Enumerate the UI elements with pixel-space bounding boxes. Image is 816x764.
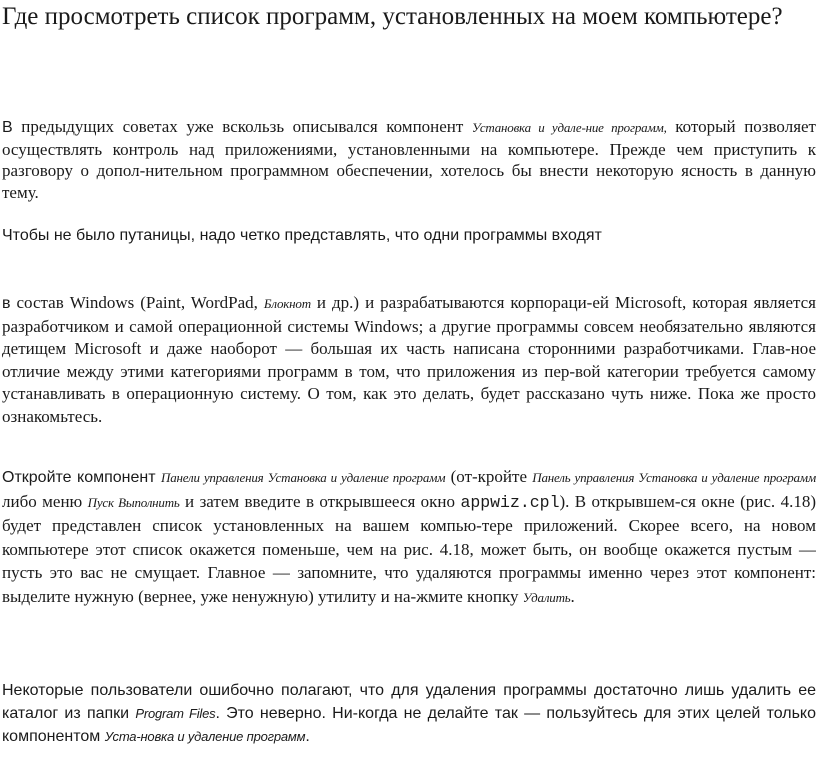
paragraph-programs-intro: Чтобы не было путаницы, надо четко представлять, что одни программы входят	[2, 227, 602, 244]
warning-text-3: .	[305, 728, 310, 745]
control-panel-path-2: Панель управления Установка и удаление программ	[532, 470, 816, 485]
appwiz-command: appwiz.cpl	[460, 492, 560, 512]
windows-text-1: состав Windows (Paint, WordPad,	[10, 293, 264, 312]
start-run-path: Пуск Выполнить	[87, 494, 180, 510]
program-files-folder: Program Files	[135, 706, 216, 721]
paragraph-warning	[2, 679, 816, 748]
paragraph-windows-programs	[2, 292, 816, 429]
windows-text-2: и др.) и разрабатываются корпораци-ей Microsoft, которая является разработчиком и самой операционной системы Windows; а другие программы совсем необязательно являются детищем Microsoft и даже наоборот — большая их часть написана сторонними разработчиками. Глав-ное отличие между этими категориями программ в том, что приложения из пер-вой категории требуется самому устанавливать в операционную систему. О том, как это делать, будет рассказано чуть ниже. Пока же просто ознакомьтесь.	[2, 293, 816, 426]
delete-button-name: Удалить	[522, 589, 571, 605]
open-text-1: Откройте компонент	[2, 469, 162, 486]
open-text-2: (от-кройте	[445, 467, 533, 486]
open-text-4: и затем введите в открывшееся окно	[179, 491, 461, 511]
intro-text-1: предыдущих советах уже вскользь описывался компонент	[12, 117, 472, 136]
windows-initial: в	[2, 295, 11, 312]
page-title: Где просмотреть список программ, установленных на моем компьютере?	[2, 3, 783, 30]
warning-text-1: Некоторые пользователи ошибочно полагают, что для удаления программы достаточно лишь удалить ее каталог из папки	[2, 682, 816, 722]
intro-component-name: Установка и удале-ние программ,	[471, 120, 667, 135]
open-text-5: ). В открывшем-ся окне (рис. 4.18) будет представлен список установленных на вашем компью-тере приложений. Скорее всего, на новом компьютере этот список окажется поменьше, чем на рис. 4.18, может быть, он вообще окажется пустым — пусть это вас не смущает. Главное — запомните, что удаляются программы именно через этот компонент: выделите нужную (вернее, уже ненужную) утилиту и на-жмите кнопку	[2, 491, 816, 606]
paragraph-intro	[2, 116, 816, 203]
notepad-name: Блокнот	[263, 296, 311, 311]
intro-text-2: который позволяет осуществлять контроль над приложениями, установленными на компьютере. Прежде чем приступить к разговору о допол-нительном программном обеспечении, хотелось бы внести некоторую ясность в данную тему.	[2, 117, 816, 202]
open-text-3: либо меню	[2, 491, 88, 511]
component-name-final: Уста-новка и удаление программ	[104, 729, 306, 744]
warning-text-2: . Это неверно. Ни-когда не делайте так — пользуйтесь для этих целей только компонентом	[2, 705, 816, 745]
control-panel-path-1: Панели управления Установка и удаление программ	[161, 470, 446, 485]
open-text-6: .	[570, 586, 575, 606]
paragraph-open-component	[2, 465, 816, 610]
intro-initial: В	[2, 119, 13, 136]
